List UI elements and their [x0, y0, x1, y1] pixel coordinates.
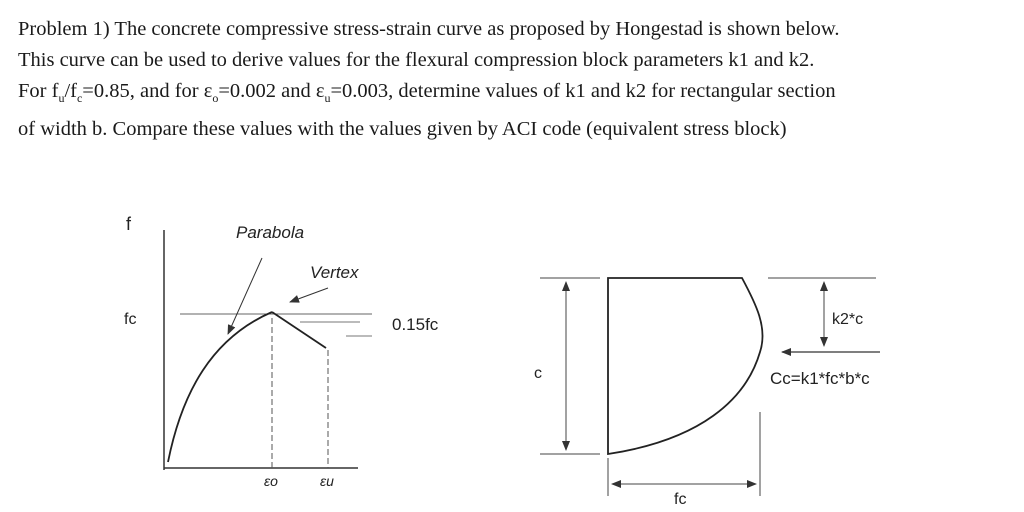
- resultant-force-label: Cc=k1*fc*b*c: [770, 369, 870, 388]
- parabola-curve: [168, 312, 272, 462]
- parabola-pointer: [228, 258, 262, 334]
- width-label: fc: [674, 491, 687, 508]
- problem-line-1: Problem 1) The concrete compressive stress-strain curve as proposed by Hongestad is shown below.: [18, 18, 840, 40]
- problem-line-4: of width b. Compare these values with the values given by ACI code (equivalent stress block): [18, 118, 787, 141]
- drop-label: 0.15fc: [392, 315, 439, 334]
- eps-o-label: εo: [264, 473, 278, 489]
- stress-strain-diagram: [124, 214, 439, 489]
- fc-level-label: fc: [124, 311, 137, 328]
- k2-label: k2*c: [832, 311, 864, 328]
- linear-descending-branch: [272, 312, 326, 348]
- problem-line-3: For $f_u/f_c=0.85$, and for $\varepsilon_o=0.002$ and $\varepsilon_u=0.003$, determine values of k1 and k2 for rectangular section: [18, 80, 836, 106]
- parabola-label: Parabola: [236, 223, 305, 242]
- stress-axis-label: f: [126, 214, 132, 234]
- problem-line-2: This curve can be used to derive values for the flexural compression block parameters k1 and k2.: [18, 49, 815, 71]
- vertex-label: Vertex: [310, 263, 359, 282]
- stress-block-diagram: [534, 278, 880, 508]
- vertex-pointer: [290, 288, 328, 302]
- stress-block-shape: [608, 278, 763, 454]
- depth-label: c: [534, 365, 542, 382]
- eps-u-label: εu: [320, 473, 334, 489]
